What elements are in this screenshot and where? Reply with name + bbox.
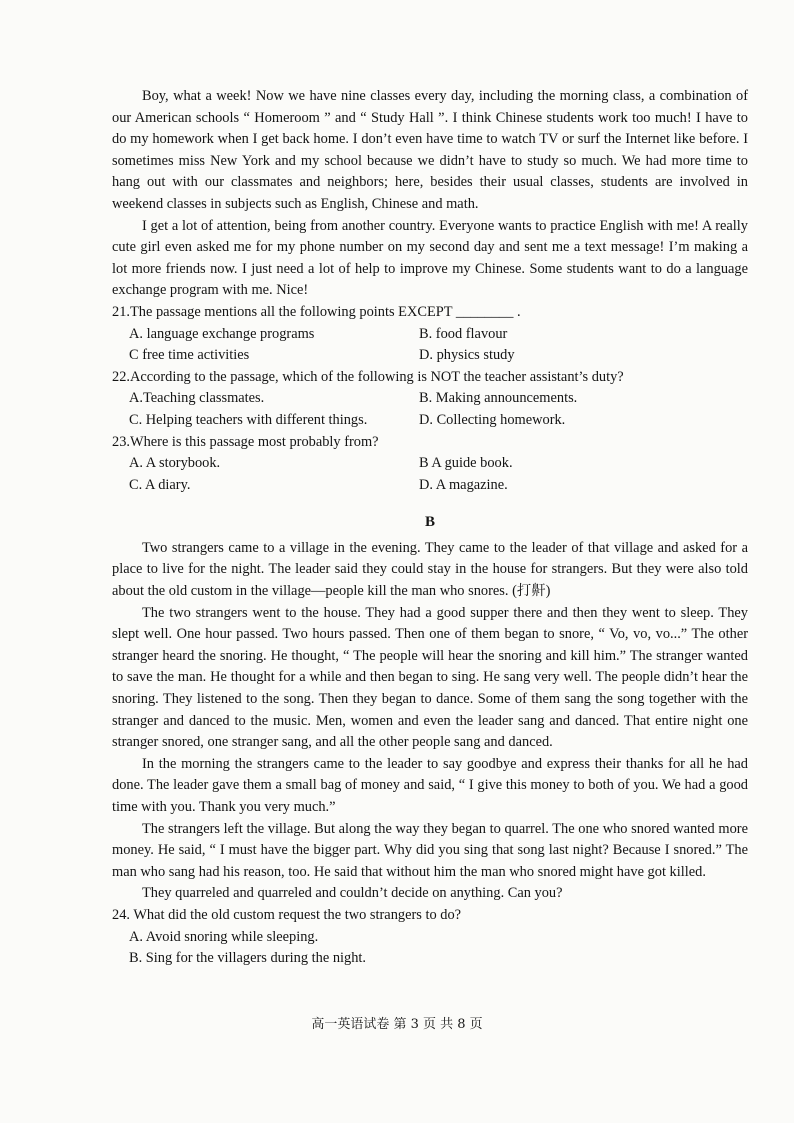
question-22 [112,367,748,432]
page-footer: 高一英语试卷 第 3 页 共 8 页 [311,1017,483,1032]
option-c: C. A diary. [129,476,191,493]
option-list [112,388,748,431]
passage-a [112,86,748,302]
passage-b-paragraph-5: They quarreled and quarreled and couldn’t decide on anything. Can you? [142,885,563,902]
passage-b-paragraph-3: In the morning the strangers came to the leader to say goodbye and express their thanks for all he had done. The leader gave them a small bag of money and said, “ I give this money to both of you. We had a good time with you. Thank you very much.” [112,755,748,815]
section-b-title: B [424,514,435,531]
option-list [112,324,748,367]
option-a: A. language exchange programs [129,325,315,342]
question-23 [112,432,748,497]
option-d: D. physics study [419,347,515,364]
option-c: C. Helping teachers with different things. [129,411,368,428]
question-24 [112,905,748,970]
passage-b-paragraph-4: The strangers left the village. But along the way they began to quarrel. The one who snored wanted more money. He said, “ I must have the bigger part. Why did you sing that song last night? Because I snored.” The man who sang had his reason, too. He said that without him the man who snored might have got killed. [112,820,748,880]
page-content [112,86,748,970]
question-stem: 21.The passage mentions all the following points EXCEPT ________ . [112,303,521,320]
question-stem: 22.According to the passage, which of the following is NOT the teacher assistant’s duty? [112,368,624,385]
option-a: A.Teaching classmates. [129,390,265,407]
option-b: B. Making announcements. [419,390,578,407]
option-b: B. Sing for the villagers during the night. [129,950,367,967]
passage-b [112,538,748,905]
passage-b-paragraph-1: Two strangers came to a village in the evening. They came to the leader of that village and asked for a place to live for the night. The leader said they could stay in the house for strangers. But they were also told about the old custom in the village—people kill the man who snores. (打鼾) [112,539,748,600]
option-c: C free time activities [129,347,250,364]
passage-a-paragraph-1: Boy, what a week! Now we have nine classes every day, including the morning class, a combination of our American schools “ Homeroom ” and “ Study Hall ”. I think Chinese students work too much! I have to do my homework when I get back home. I don’t even have time to watch TV or surf the Internet like before. I sometimes miss New York and my school because we didn’t have to study so much. We had more time to hang out with our classmates and neighbors; here, besides their usual classes, students are involved in weekend classes in subjects such as English, Chinese and math. [112,88,748,212]
question-21 [112,302,748,367]
option-a: A. Avoid snoring while sleeping. [129,928,319,945]
option-b: B. food flavour [419,325,508,342]
option-d: D. A magazine. [419,476,508,493]
question-stem: 23.Where is this passage most probably from? [112,433,379,450]
option-a: A. A storybook. [129,455,221,472]
option-d: D. Collecting homework. [419,411,566,428]
question-stem: 24. What did the old custom request the two strangers to do? [112,906,462,923]
passage-a-paragraph-2: I get a lot of attention, being from another country. Everyone wants to practice English with me! A really cute girl even asked me for my phone number on my second day and sent me a text message! I’m making a lot more friends now. I just need a lot of help to improve my Chinese. Some students want to do a language exchange program with me. Nice! [112,217,748,299]
passage-b-paragraph-2: The two strangers went to the house. They had a good supper there and then they went to sleep. They slept well. One hour passed. Two hours passed. Then one of them began to snore, “ Vo, vo, vo...” The other stranger heard the snoring. He thought, “ The people will hear the snoring and kill him.” The stranger wanted to save the man. He thought for a while and then began to sing. He sang very well. The people didn’t hear the snoring. They listened to the song. Then they began to dance. Some of them sang the song together with the stranger and danced to the music. Men, women and even the leader sang and danced. That entire night one stranger snored, one stranger sang, and all the other people sang and danced. [112,604,748,751]
option-list [112,927,748,970]
option-list [112,453,748,496]
option-b: B A guide book. [419,455,513,472]
